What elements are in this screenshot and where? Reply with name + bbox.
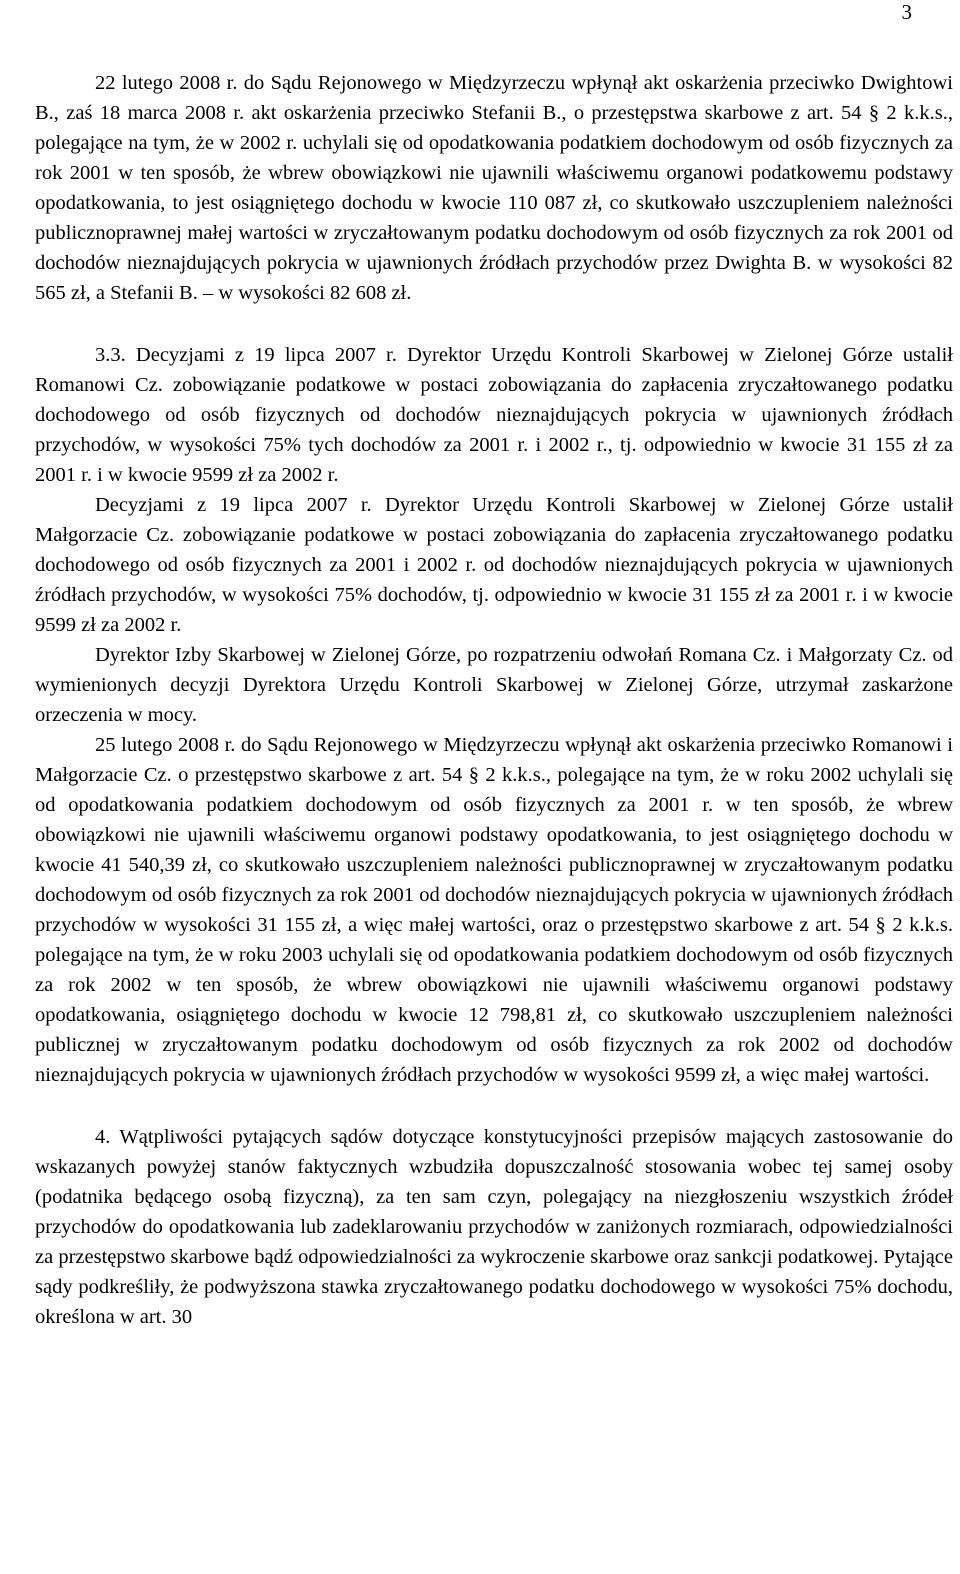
- paragraph-3-3-decisions-roman: 3.3. Decyzjami z 19 lipca 2007 r. Dyrektor Urzędu Kontroli Skarbowej w Zielonej Górze ustalił Romanowi Cz. zobowiązanie podatkowe w postaci zobowiązania do zapłacenia zryczałtowanego podatku dochodowego od osób fizycznych od dochodów nieznajdujących pokrycia w ujawnionych źródłach przychodów, w wysokości 75% tych dochodów za 2001 r. i 2002 r., tj. odpowiednio w kwocie 31 155 zł za 2001 r. i w kwocie 9599 zł za 2002 r.: [35, 344, 953, 486]
- paragraph-indictment-b: 22 lutego 2008 r. do Sądu Rejonowego w Międzyrzeczu wpłynął akt oskarżenia przeciwko Dwightowi B., zaś 18 marca 2008 r. akt oskarżenia przeciwko Stefanii B., o przestępstwa skarbowe z art. 54 § 2 k.k.s., polegające na tym, że w 2002 r. uchylali się od opodatkowania podatkiem dochodowym od osób fizycznych za rok 2001 w ten sposób, że wbrew obowiązkowi nie ujawnili właściwemu organowi podatkowemu podstawy opodatkowania, to jest osiągniętego dochodu w kwocie 110 087 zł, co skutkowało uszczupleniem należności publicznoprawnej małej wartości w zryczałtowanym podatku dochodowym od osób fizycznych za rok 2001 od dochodów nieznajdujących pokrycia w ujawnionych źródłach przychodów przez Dwighta B. w wysokości 82 565 zł, a Stefanii B. – w wysokości 82 608 zł.: [35, 72, 953, 304]
- document-body: [35, 68, 953, 1332]
- paragraph-indictment-cz: 25 lutego 2008 r. do Sądu Rejonowego w Międzyrzeczu wpłynął akt oskarżenia przeciwko Romanowi i Małgorzacie Cz. o przestępstwo skarbowe z art. 54 § 2 k.k.s., polegające na tym, że w roku 2002 uchylali się od opodatkowania podatkiem dochodowym od osób fizycznych za 2001 r. w ten sposób, że wbrew obowiązkowi nie ujawnili właściwemu organowi podstawy opodatkowania, to jest osiągniętego dochodu w kwocie 41 540,39 zł, co skutkowało uszczupleniem należności publicznoprawnej w zryczałtowanym podatku dochodowym od osób fizycznych za rok 2001 od dochodów nieznajdujących pokrycia w ujawnionych źródłach przychodów w wysokości 31 155 zł, a więc małej wartości, oraz o przestępstwo skarbowe z art. 54 § 2 k.k.s. polegające na tym, że w roku 2003 uchylali się od opodatkowania podatkiem dochodowym od osób fizycznych za rok 2002 w ten sposób, że wbrew obowiązkowi nie ujawnili właściwemu organowi podstawy opodatkowania, osiągniętego dochodu w kwocie 12 798,81 zł, co skutkowało uszczupleniem należności publicznej w zryczałtowanym podatku dochodowym od osób fizycznych za rok 2002 od dochodów nieznajdujących pokrycia w ujawnionych źródłach przychodów w wysokości 9599 zł, a więc małej wartości.: [35, 734, 953, 1086]
- paragraph-appeal-ruling: Dyrektor Izby Skarbowej w Zielonej Górze, po rozpatrzeniu odwołań Romana Cz. i Małgorzaty Cz. od wymienionych decyzji Dyrektora Urzędu Kontroli Skarbowej w Zielonej Górze, utrzymał zaskarżone orzeczenia w mocy.: [35, 644, 953, 726]
- paragraph-section-4-doubts: 4. Wątpliwości pytających sądów dotyczące konstytucyjności przepisów mających zastosowanie do wskazanych powyżej stanów faktycznych wzbudziła dopuszczalność stosowania wobec tej samej osoby (podatnika będącego osobą fizyczną), za ten sam czyn, polegający na niezgłoszeniu wszystkich źródeł przychodów do opodatkowania lub zadeklarowaniu przychodów w zaniżonych rozmiarach, odpowiedzialności za przestępstwo skarbowe bądź odpowiedzialności za wykroczenie skarbowe oraz sankcji podatkowej. Pytające sądy podkreśliły, że podwyższona stawka zryczałtowanego podatku dochodowego w wysokości 75% dochodu, określona w art. 30: [35, 1126, 953, 1328]
- paragraph-gap: [35, 1090, 953, 1122]
- paragraph-decisions-malgorzata: Decyzjami z 19 lipca 2007 r. Dyrektor Urzędu Kontroli Skarbowej w Zielonej Górze ustalił Małgorzacie Cz. zobowiązanie podatkowe w postaci zobowiązania do zapłacenia zryczałtowanego podatku dochodowego od osób fizycznych za 2001 i 2002 r. od dochodów nieznajdujących pokrycia w ujawnionych źródłach przychodów, w wysokości 75% dochodów, tj. odpowiednio w kwocie 31 155 zł za 2001 r. i w kwocie 9599 zł za 2002 r.: [35, 494, 953, 636]
- paragraph-gap: [35, 308, 953, 340]
- page-number: 3: [901, 0, 912, 24]
